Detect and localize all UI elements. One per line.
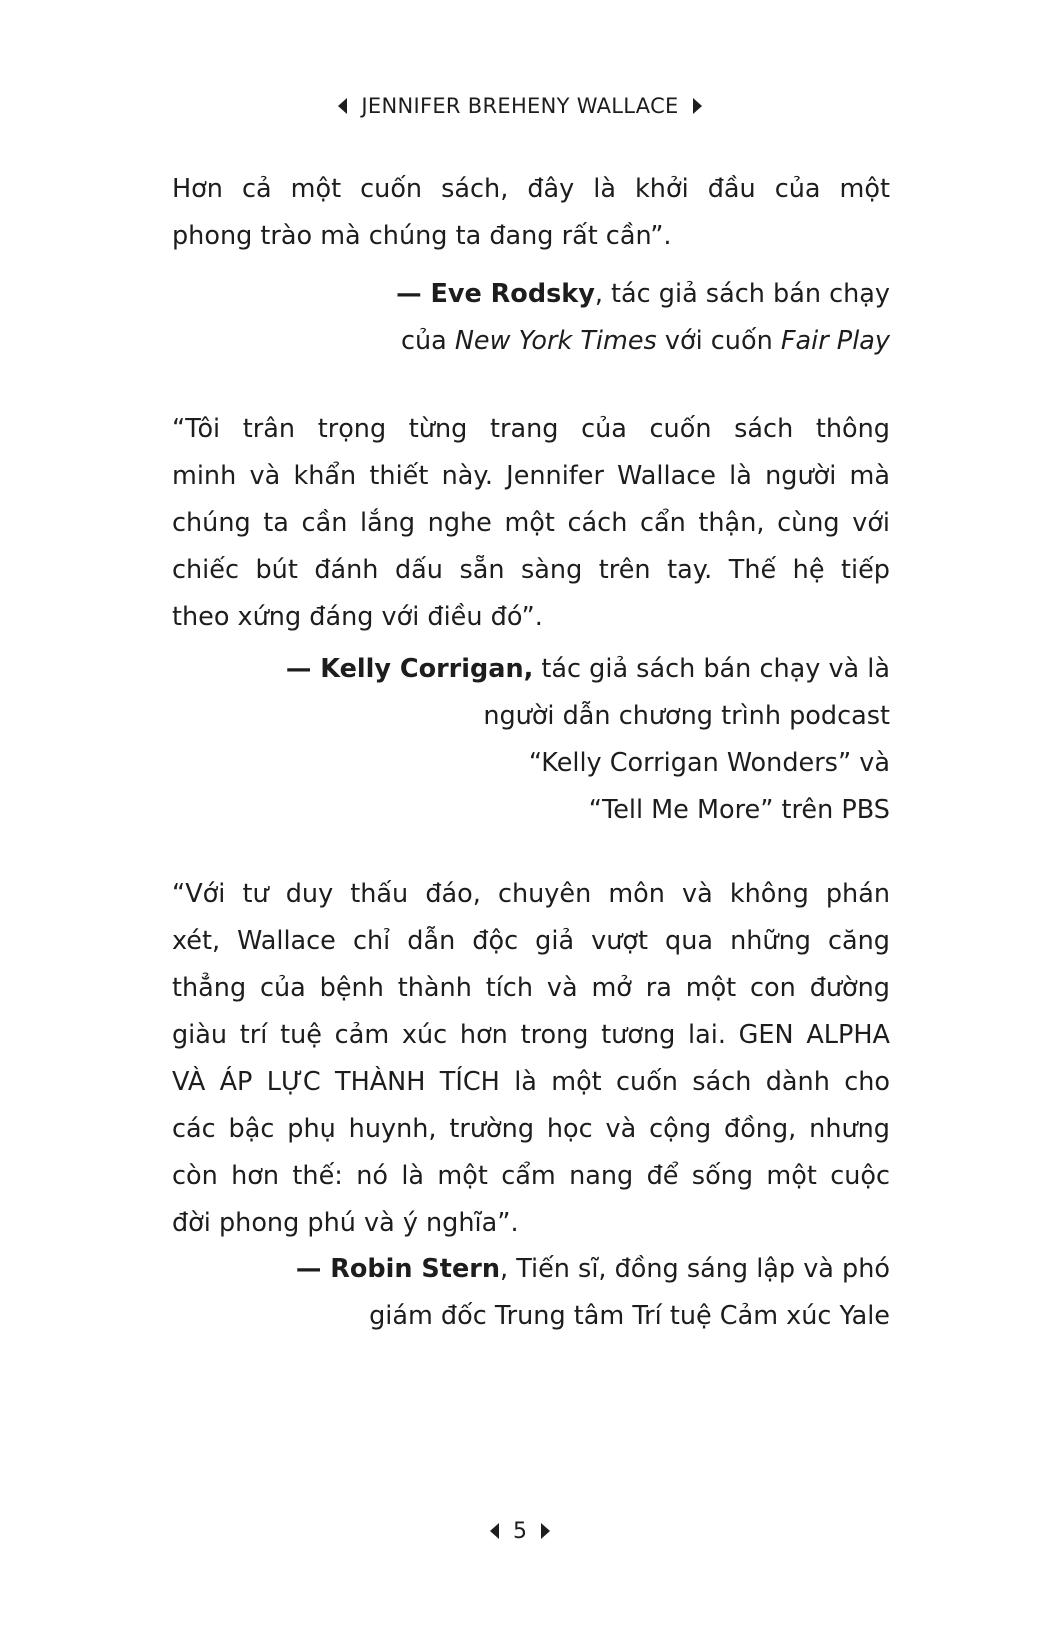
quote-3-attribution xyxy=(172,1246,890,1340)
attribution-text: , tác giả sách bán chạy xyxy=(594,279,890,309)
quote-1-line: phong trào mà chúng ta đang rất cần”. xyxy=(172,221,672,251)
quote-2-line: chúng ta cần lắng nghe một cách cẩn thận, cùng với xyxy=(172,508,890,538)
quote-3-line: còn hơn thế: nó là một cẩm nang để sống một cuộc xyxy=(172,1161,890,1191)
attribution-text: người dẫn chương trình podcast xyxy=(483,701,890,731)
quote-2-line: theo xứng đáng với điều đó”. xyxy=(172,602,543,632)
triangle-right-icon xyxy=(541,1523,550,1539)
quote-2-attribution xyxy=(172,646,890,834)
attribution-text: tác giả sách bán chạy và là xyxy=(533,654,890,684)
quote-2-line: chiếc bút đánh dấu sẵn sàng trên tay. Thế hệ tiếp xyxy=(172,555,890,585)
header-author: JENNIFER BREHENY WALLACE xyxy=(361,94,679,118)
running-header xyxy=(0,91,1040,121)
attribution-name: — Kelly Corrigan, xyxy=(285,654,534,684)
triangle-left-icon xyxy=(490,1523,499,1539)
quote-3-body xyxy=(172,871,890,1247)
quote-3-line: VÀ ÁP LỰC THÀNH TÍCH là một cuốn sách dành cho xyxy=(172,1067,890,1097)
triangle-right-icon xyxy=(693,98,702,114)
quote-3-line: các bậc phụ huynh, trường học và cộng đồng, nhưng xyxy=(172,1114,890,1144)
triangle-left-icon xyxy=(338,98,347,114)
attribution-name: — Robin Stern xyxy=(295,1254,500,1284)
publication-title: New York Times xyxy=(454,326,657,356)
quote-3-line: giàu trí tuệ cảm xúc hơn trong tương lai. GEN ALPHA xyxy=(172,1020,890,1050)
attribution-text: của xyxy=(400,326,455,356)
attribution-text: “Tell Me More” trên PBS xyxy=(588,795,890,825)
quote-1-attribution xyxy=(172,271,890,365)
quote-3-line: thẳng của bệnh thành tích và mở ra một con đường xyxy=(172,973,890,1003)
quote-1-body xyxy=(172,166,890,260)
page-footer xyxy=(0,1516,1040,1546)
attribution-text: , Tiến sĩ, đồng sáng lập và phó xyxy=(499,1254,890,1284)
quote-1-line: Hơn cả một cuốn sách, đây là khởi đầu của một xyxy=(172,174,890,204)
attribution-text: với cuốn xyxy=(656,326,781,356)
book-title: Fair Play xyxy=(780,326,890,356)
quote-2-line: minh và khẩn thiết này. Jennifer Wallace là người mà xyxy=(172,461,890,491)
quote-2-line: “Tôi trân trọng từng trang của cuốn sách thông xyxy=(172,414,890,444)
quote-3-line: đời phong phú và ý nghĩa”. xyxy=(172,1208,519,1238)
page-number: 5 xyxy=(513,1518,527,1544)
quote-3-line: xét, Wallace chỉ dẫn độc giả vượt qua những căng xyxy=(172,926,890,956)
quote-3-line: “Với tư duy thấu đáo, chuyên môn và không phán xyxy=(172,879,890,909)
attribution-text: “Kelly Corrigan Wonders” và xyxy=(528,748,890,778)
quote-2-body xyxy=(172,406,890,641)
attribution-name: — Eve Rodsky xyxy=(396,279,595,309)
attribution-text: giám đốc Trung tâm Trí tuệ Cảm xúc Yale xyxy=(369,1301,890,1331)
